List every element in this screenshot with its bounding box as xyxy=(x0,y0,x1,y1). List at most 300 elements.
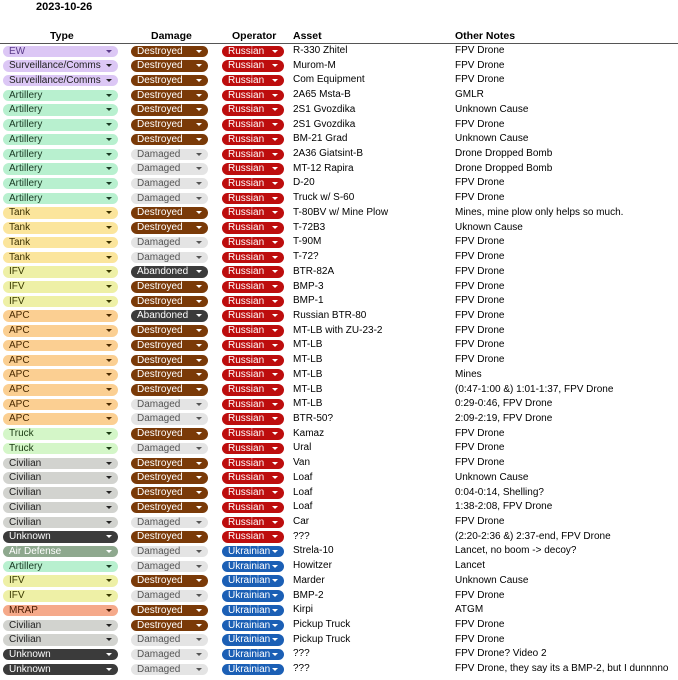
asset-cell: 2A36 Giatsint-B xyxy=(293,148,364,160)
damage-dropdown[interactable] xyxy=(131,178,208,190)
damage-dropdown[interactable] xyxy=(131,90,208,102)
type-dropdown[interactable] xyxy=(3,369,118,381)
type-value: Civilian xyxy=(9,619,42,631)
operator-dropdown[interactable] xyxy=(222,369,284,381)
damage-dropdown[interactable] xyxy=(131,575,208,587)
operator-value: Russian xyxy=(228,501,265,513)
dropdown-arrow-icon xyxy=(106,182,112,185)
operator-dropdown[interactable] xyxy=(222,575,284,587)
operator-dropdown[interactable] xyxy=(222,620,284,632)
dropdown-arrow-icon xyxy=(196,153,202,156)
dropdown-arrow-icon xyxy=(196,167,202,170)
header-operator: Operator xyxy=(232,30,277,42)
notes-cell: Drone Dropped Bomb xyxy=(455,148,553,160)
asset-cell: MT-LB with ZU-23-2 xyxy=(293,324,383,336)
table-row xyxy=(0,515,678,530)
operator-dropdown[interactable] xyxy=(222,281,284,293)
type-dropdown[interactable] xyxy=(3,428,118,440)
type-dropdown[interactable] xyxy=(3,325,118,337)
damage-dropdown[interactable] xyxy=(131,222,208,234)
dropdown-arrow-icon xyxy=(196,506,202,509)
table-row xyxy=(0,265,678,280)
damage-dropdown[interactable] xyxy=(131,266,208,278)
dropdown-arrow-icon xyxy=(106,123,112,126)
operator-dropdown[interactable] xyxy=(222,355,284,367)
type-value: MRAP xyxy=(9,604,38,616)
operator-value: Ukrainian xyxy=(228,545,271,557)
table-row xyxy=(0,59,678,74)
operator-dropdown[interactable] xyxy=(222,266,284,278)
operator-value: Russian xyxy=(228,251,265,263)
table-row xyxy=(0,441,678,456)
dropdown-arrow-icon xyxy=(196,241,202,244)
type-dropdown[interactable] xyxy=(3,384,118,396)
notes-cell: Unknown Cause xyxy=(455,574,529,586)
table-row xyxy=(0,44,678,59)
asset-cell: BMP-2 xyxy=(293,589,324,601)
type-value: APC xyxy=(9,354,30,366)
dropdown-arrow-icon xyxy=(196,491,202,494)
table-row xyxy=(0,383,678,398)
asset-cell: BM-21 Grad xyxy=(293,133,348,145)
damage-dropdown[interactable] xyxy=(131,134,208,146)
dropdown-arrow-icon xyxy=(106,653,112,656)
damage-dropdown[interactable] xyxy=(131,634,208,646)
operator-dropdown[interactable] xyxy=(222,325,284,337)
type-dropdown[interactable] xyxy=(3,119,118,131)
dropdown-arrow-icon xyxy=(106,491,112,494)
dropdown-arrow-icon xyxy=(106,506,112,509)
type-dropdown[interactable] xyxy=(3,487,118,499)
damage-dropdown[interactable] xyxy=(131,384,208,396)
dropdown-arrow-icon xyxy=(106,432,112,435)
notes-cell: FPV Drone xyxy=(455,516,505,527)
operator-dropdown[interactable] xyxy=(222,134,284,146)
operator-dropdown[interactable] xyxy=(222,399,284,411)
dropdown-arrow-icon xyxy=(272,388,278,391)
type-dropdown[interactable] xyxy=(3,281,118,293)
dropdown-arrow-icon xyxy=(106,300,112,303)
operator-dropdown[interactable] xyxy=(222,193,284,205)
operator-dropdown[interactable] xyxy=(222,487,284,499)
type-value: Unknown xyxy=(9,648,51,660)
dropdown-arrow-icon xyxy=(196,79,202,82)
operator-value: Russian xyxy=(228,442,265,454)
dropdown-arrow-icon xyxy=(196,270,202,273)
type-dropdown[interactable] xyxy=(3,399,118,411)
dropdown-arrow-icon xyxy=(106,344,112,347)
type-dropdown[interactable] xyxy=(3,458,118,470)
dropdown-arrow-icon xyxy=(272,108,278,111)
type-dropdown[interactable] xyxy=(3,60,118,72)
damage-value: Damaged xyxy=(137,545,181,557)
asset-cell: R-330 Zhitel xyxy=(293,45,348,56)
damage-dropdown[interactable] xyxy=(131,163,208,175)
column-header-row xyxy=(0,30,678,44)
dropdown-arrow-icon xyxy=(272,417,278,420)
asset-cell: Howitzer xyxy=(293,560,332,572)
asset-cell: MT-LB xyxy=(293,368,323,380)
damage-dropdown[interactable] xyxy=(131,281,208,293)
damage-value: Damaged xyxy=(137,413,181,425)
damage-value: Destroyed xyxy=(137,207,183,219)
damage-value: Destroyed xyxy=(137,281,183,292)
notes-cell: FPV Drone xyxy=(455,177,505,189)
operator-value: Ukrainian xyxy=(228,604,271,616)
operator-dropdown[interactable] xyxy=(222,443,284,455)
dropdown-arrow-icon xyxy=(196,94,202,97)
operator-value: Russian xyxy=(228,369,265,381)
notes-cell: FPV Drone xyxy=(455,457,505,469)
table-row xyxy=(0,544,678,559)
asset-cell: D-20 xyxy=(293,177,315,189)
type-dropdown[interactable] xyxy=(3,413,118,425)
operator-dropdown[interactable] xyxy=(222,590,284,602)
damage-dropdown[interactable] xyxy=(131,119,208,131)
damage-value: Destroyed xyxy=(137,575,183,587)
damage-dropdown[interactable] xyxy=(131,340,208,352)
operator-value: Russian xyxy=(228,74,265,86)
dropdown-arrow-icon xyxy=(272,535,278,538)
damage-dropdown[interactable] xyxy=(131,502,208,514)
dropdown-arrow-icon xyxy=(106,138,112,141)
operator-value: Russian xyxy=(228,89,265,101)
dropdown-arrow-icon xyxy=(272,329,278,332)
operator-dropdown[interactable] xyxy=(222,46,284,58)
dropdown-arrow-icon xyxy=(272,462,278,465)
table-body xyxy=(0,44,678,677)
damage-value: Damaged xyxy=(137,236,181,248)
dropdown-arrow-icon xyxy=(196,565,202,568)
type-value: Truck xyxy=(9,428,34,440)
table-row xyxy=(0,280,678,295)
operator-dropdown[interactable] xyxy=(222,428,284,440)
table-row xyxy=(0,618,678,633)
dropdown-arrow-icon xyxy=(272,167,278,170)
damage-dropdown[interactable] xyxy=(131,75,208,87)
dropdown-arrow-icon xyxy=(106,447,112,450)
damage-dropdown[interactable] xyxy=(131,369,208,381)
notes-cell: 2:09-2:19, FPV Drone xyxy=(455,412,553,424)
notes-cell: FPV Drone xyxy=(455,74,505,86)
dropdown-arrow-icon xyxy=(272,432,278,435)
dropdown-arrow-icon xyxy=(196,50,202,53)
table-row xyxy=(0,235,678,250)
damage-value: Damaged xyxy=(137,663,181,675)
operator-value: Russian xyxy=(228,295,265,307)
operator-value: Russian xyxy=(228,339,265,351)
operator-dropdown[interactable] xyxy=(222,384,284,396)
operator-value: Ukrainian xyxy=(228,560,271,572)
operator-dropdown[interactable] xyxy=(222,252,284,264)
dropdown-arrow-icon xyxy=(272,270,278,273)
dropdown-arrow-icon xyxy=(196,314,202,317)
damage-dropdown[interactable] xyxy=(131,428,208,440)
damage-dropdown[interactable] xyxy=(131,443,208,455)
table-row xyxy=(0,412,678,427)
damage-dropdown[interactable] xyxy=(131,207,208,219)
type-dropdown[interactable] xyxy=(3,620,118,632)
type-value: Tank xyxy=(9,222,31,234)
dropdown-arrow-icon xyxy=(106,285,112,288)
operator-dropdown[interactable] xyxy=(222,207,284,219)
header-notes: Other Notes xyxy=(455,30,516,42)
type-value: IFV xyxy=(9,295,25,307)
asset-cell: 2S1 Gvozdika xyxy=(293,118,356,130)
asset-cell: MT-12 Rapira xyxy=(293,162,354,174)
type-dropdown[interactable] xyxy=(3,207,118,219)
operator-dropdown[interactable] xyxy=(222,90,284,102)
dropdown-arrow-icon xyxy=(106,329,112,332)
operator-dropdown[interactable] xyxy=(222,75,284,87)
notes-cell: FPV Drone? Video 2 xyxy=(455,648,547,660)
damage-dropdown[interactable] xyxy=(131,605,208,617)
type-dropdown[interactable] xyxy=(3,193,118,205)
damage-value: Damaged xyxy=(137,634,181,646)
type-dropdown[interactable] xyxy=(3,472,118,484)
operator-dropdown[interactable] xyxy=(222,458,284,470)
type-dropdown[interactable] xyxy=(3,46,118,58)
dropdown-arrow-icon xyxy=(272,344,278,347)
type-dropdown[interactable] xyxy=(3,340,118,352)
type-dropdown[interactable] xyxy=(3,296,118,308)
type-dropdown[interactable] xyxy=(3,634,118,646)
operator-dropdown[interactable] xyxy=(222,472,284,484)
damage-dropdown[interactable] xyxy=(131,60,208,72)
operator-dropdown[interactable] xyxy=(222,649,284,661)
operator-value: Russian xyxy=(228,45,265,57)
type-dropdown[interactable] xyxy=(3,75,118,87)
type-dropdown[interactable] xyxy=(3,546,118,558)
dropdown-arrow-icon xyxy=(106,521,112,524)
damage-value: Destroyed xyxy=(137,428,183,440)
damage-dropdown[interactable] xyxy=(131,104,208,116)
operator-dropdown[interactable] xyxy=(222,664,284,676)
table-row xyxy=(0,118,678,133)
operator-dropdown[interactable] xyxy=(222,634,284,646)
type-value: Artillery xyxy=(9,119,43,131)
type-dropdown[interactable] xyxy=(3,590,118,602)
type-value: IFV xyxy=(9,590,25,602)
damage-dropdown[interactable] xyxy=(131,355,208,367)
operator-dropdown[interactable] xyxy=(222,60,284,72)
asset-cell: Pickup Truck xyxy=(293,633,351,645)
damage-dropdown[interactable] xyxy=(131,149,208,161)
type-dropdown[interactable] xyxy=(3,575,118,587)
table-row xyxy=(0,471,678,486)
operator-dropdown[interactable] xyxy=(222,517,284,529)
damage-dropdown[interactable] xyxy=(131,664,208,676)
table-row xyxy=(0,206,678,221)
operator-dropdown[interactable] xyxy=(222,222,284,234)
type-dropdown[interactable] xyxy=(3,163,118,175)
operator-value: Russian xyxy=(228,133,265,145)
table-row xyxy=(0,294,678,309)
asset-cell: 2A65 Msta-B xyxy=(293,89,351,101)
asset-cell: BMP-3 xyxy=(293,280,324,292)
type-dropdown[interactable] xyxy=(3,605,118,617)
type-dropdown[interactable] xyxy=(3,517,118,529)
operator-value: Russian xyxy=(228,516,265,528)
damage-dropdown[interactable] xyxy=(131,325,208,337)
dropdown-arrow-icon xyxy=(106,94,112,97)
table-row xyxy=(0,88,678,103)
operator-value: Russian xyxy=(228,398,265,410)
operator-dropdown[interactable] xyxy=(222,149,284,161)
damage-dropdown[interactable] xyxy=(131,590,208,602)
dropdown-arrow-icon xyxy=(196,476,202,479)
type-dropdown[interactable] xyxy=(3,310,118,322)
type-dropdown[interactable] xyxy=(3,443,118,455)
type-value: Civilian xyxy=(9,516,42,528)
dropdown-arrow-icon xyxy=(272,197,278,200)
type-dropdown[interactable] xyxy=(3,266,118,278)
dropdown-arrow-icon xyxy=(196,594,202,597)
type-dropdown[interactable] xyxy=(3,90,118,102)
type-value: IFV xyxy=(9,266,25,278)
damage-dropdown[interactable] xyxy=(131,487,208,499)
damage-dropdown[interactable] xyxy=(131,517,208,529)
damage-dropdown[interactable] xyxy=(131,399,208,411)
damage-value: Damaged xyxy=(137,148,181,160)
damage-dropdown[interactable] xyxy=(131,46,208,58)
damage-value: Damaged xyxy=(137,516,181,528)
damage-dropdown[interactable] xyxy=(131,458,208,470)
damage-value: Destroyed xyxy=(137,501,183,513)
type-value: APC xyxy=(9,413,30,425)
type-value: IFV xyxy=(9,281,25,292)
type-value: Artillery xyxy=(9,89,43,101)
damage-dropdown[interactable] xyxy=(131,531,208,543)
dropdown-arrow-icon xyxy=(196,138,202,141)
type-dropdown[interactable] xyxy=(3,531,118,543)
operator-value: Ukrainian xyxy=(228,619,271,631)
operator-dropdown[interactable] xyxy=(222,561,284,573)
operator-value: Russian xyxy=(228,325,265,337)
notes-cell: 0:04-0:14, Shelling? xyxy=(455,486,544,498)
operator-dropdown[interactable] xyxy=(222,413,284,425)
type-value: APC xyxy=(9,310,30,322)
dropdown-arrow-icon xyxy=(106,50,112,53)
asset-cell: BTR-82A xyxy=(293,265,335,277)
dropdown-arrow-icon xyxy=(196,432,202,435)
damage-value: Damaged xyxy=(137,648,181,660)
dropdown-arrow-icon xyxy=(106,226,112,229)
type-dropdown[interactable] xyxy=(3,134,118,146)
damage-value: Destroyed xyxy=(137,45,183,57)
type-dropdown[interactable] xyxy=(3,178,118,190)
header-type: Type xyxy=(50,30,74,42)
damage-dropdown[interactable] xyxy=(131,561,208,573)
dropdown-arrow-icon xyxy=(196,197,202,200)
notes-cell: FPV Drone xyxy=(455,589,505,601)
damage-dropdown[interactable] xyxy=(131,252,208,264)
notes-cell: ATGM xyxy=(455,604,484,616)
dropdown-arrow-icon xyxy=(272,565,278,568)
asset-cell: Truck w/ S-60 xyxy=(293,192,355,204)
notes-cell: FPV Drone xyxy=(455,280,505,292)
type-value: APC xyxy=(9,339,30,351)
operator-dropdown[interactable] xyxy=(222,119,284,131)
notes-cell: FPV Drone xyxy=(455,265,505,277)
type-dropdown[interactable] xyxy=(3,237,118,249)
operator-dropdown[interactable] xyxy=(222,163,284,175)
type-value: Artillery xyxy=(9,192,43,204)
type-value: Tank xyxy=(9,251,31,263)
asset-cell: Kamaz xyxy=(293,427,325,439)
operator-value: Russian xyxy=(228,384,265,396)
asset-cell: T-72? xyxy=(293,251,319,263)
type-value: Artillery xyxy=(9,163,43,175)
dropdown-arrow-icon xyxy=(272,491,278,494)
damage-dropdown[interactable] xyxy=(131,237,208,249)
table-row xyxy=(0,589,678,604)
dropdown-arrow-icon xyxy=(106,241,112,244)
operator-dropdown[interactable] xyxy=(222,340,284,352)
dropdown-arrow-icon xyxy=(106,79,112,82)
dropdown-arrow-icon xyxy=(272,506,278,509)
asset-cell: MT-LB xyxy=(293,339,323,351)
type-value: Unknown xyxy=(9,531,51,543)
type-dropdown[interactable] xyxy=(3,252,118,264)
type-dropdown[interactable] xyxy=(3,355,118,367)
damage-value: Damaged xyxy=(137,192,181,204)
type-value: Civilian xyxy=(9,501,42,513)
type-dropdown[interactable] xyxy=(3,502,118,514)
damage-dropdown[interactable] xyxy=(131,193,208,205)
damage-dropdown[interactable] xyxy=(131,620,208,632)
notes-cell: Mines xyxy=(455,368,482,380)
dropdown-arrow-icon xyxy=(196,285,202,288)
asset-cell: Com Equipment xyxy=(293,74,365,86)
type-value: Artillery xyxy=(9,104,43,116)
damage-dropdown[interactable] xyxy=(131,546,208,558)
type-value: Artillery xyxy=(9,133,43,145)
operator-dropdown[interactable] xyxy=(222,531,284,543)
damage-dropdown[interactable] xyxy=(131,296,208,308)
type-dropdown[interactable] xyxy=(3,664,118,676)
dropdown-arrow-icon xyxy=(106,668,112,671)
operator-dropdown[interactable] xyxy=(222,104,284,116)
asset-cell: Loaf xyxy=(293,471,313,483)
type-dropdown[interactable] xyxy=(3,561,118,573)
operator-dropdown[interactable] xyxy=(222,605,284,617)
notes-cell: Drone Dropped Bomb xyxy=(455,162,553,174)
type-dropdown[interactable] xyxy=(3,649,118,661)
operator-dropdown[interactable] xyxy=(222,178,284,190)
table-row xyxy=(0,176,678,191)
type-dropdown[interactable] xyxy=(3,104,118,116)
notes-cell: FPV Drone, they say its a BMP-2, but I dunnnno xyxy=(455,663,669,675)
asset-cell: Russian BTR-80 xyxy=(293,309,367,321)
damage-dropdown[interactable] xyxy=(131,472,208,484)
operator-dropdown[interactable] xyxy=(222,502,284,514)
type-value: Tank xyxy=(9,236,31,248)
type-dropdown[interactable] xyxy=(3,222,118,234)
asset-cell: T-80BV w/ Mine Plow xyxy=(293,206,389,218)
table-row xyxy=(0,603,678,618)
damage-value: Destroyed xyxy=(137,604,183,616)
damage-dropdown[interactable] xyxy=(131,413,208,425)
operator-dropdown[interactable] xyxy=(222,546,284,558)
operator-dropdown[interactable] xyxy=(222,296,284,308)
damage-dropdown[interactable] xyxy=(131,649,208,661)
damage-dropdown[interactable] xyxy=(131,310,208,322)
operator-dropdown[interactable] xyxy=(222,310,284,322)
operator-dropdown[interactable] xyxy=(222,237,284,249)
notes-cell: FPV Drone xyxy=(455,295,505,307)
type-dropdown[interactable] xyxy=(3,149,118,161)
